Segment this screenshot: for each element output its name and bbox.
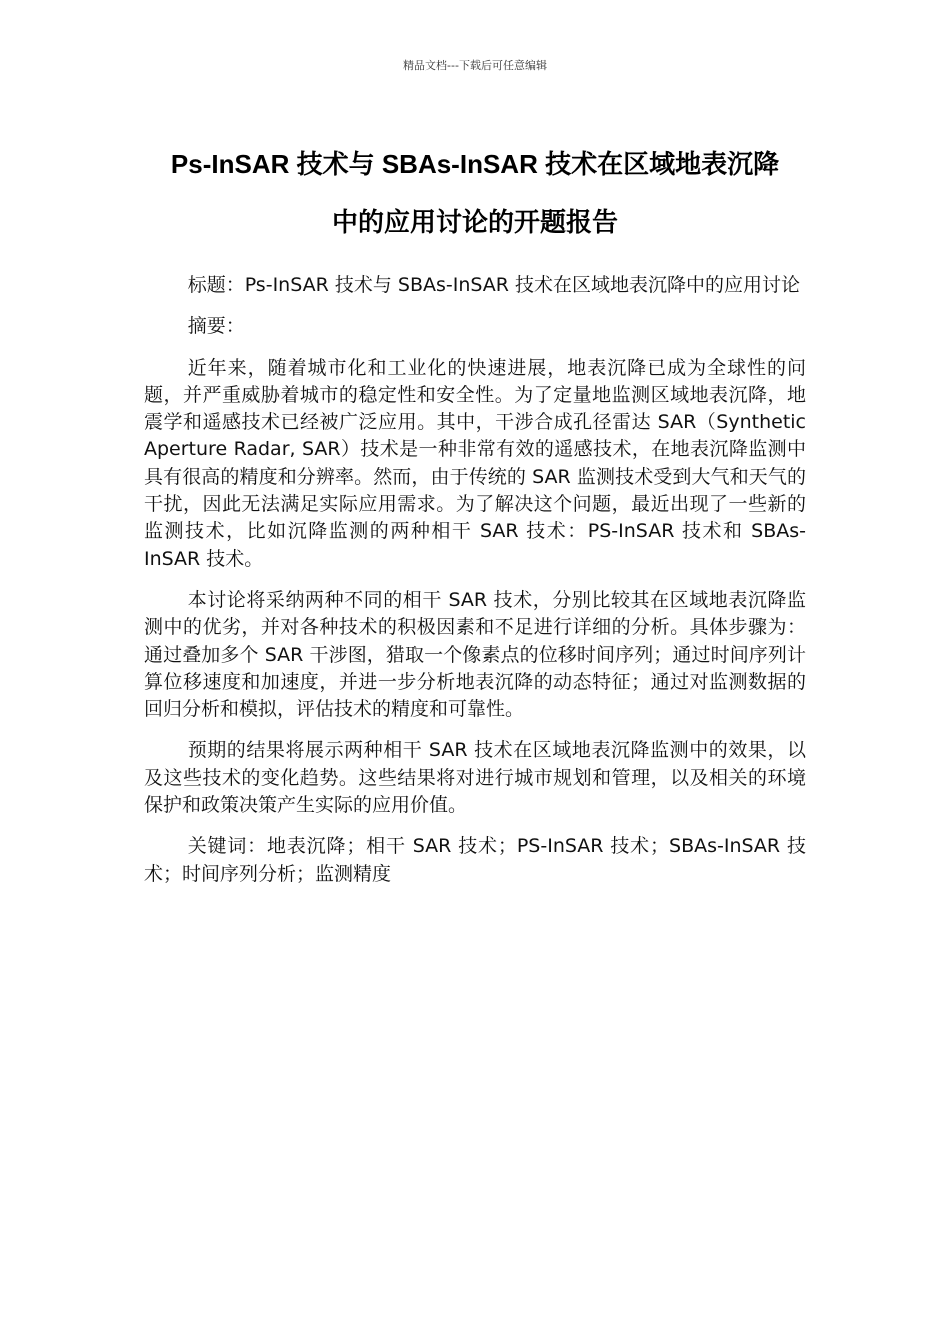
title-line-2: 中的应用讨论的开题报告 [331, 207, 618, 237]
title-line-1: Ps-InSAR 技术与 SBAs-InSAR 技术在区域地表沉降 [170, 149, 780, 179]
keywords-paragraph: 关键词：地表沉降；相干 SAR 技术；PS-InSAR 技术；SBAs-InSAR 技术；时间序列分析；监测精度 [144, 835, 806, 885]
title-paragraph: 标题：Ps-InSAR 技术与 SBAs-InSAR 技术在区域地表沉降中的应用讨论 [187, 274, 801, 296]
intro-paragraph: 近年来，随着城市化和工业化的快速进展，地表沉降已成为全球性的问题，并严重威胁着城市的稳定性和安全性。为了定量地监测区域地表沉降，地震学和遥感技术已经被广泛应用。其中，干涉合成孔径雷达 SAR（Synthetic Aperture Radar, SAR）技术是一种非常有效的遥感技术，在地表沉降监测中具有很高的精度和分辨率。然而，由于传统的 SAR 监测技术受到大气和天气的干扰，因此无法满足实际应用需求。为了解决这个问题，最近出现了一些新的监测技术，比如沉降监测的两种相干 SAR 技术：PS-InSAR 技术和 SBAs-InSAR 技术。 [144, 356, 806, 570]
expected-results-paragraph: 预期的结果将展示两种相干 SAR 技术在区域地表沉降监测中的效果，以及这些技术的变化趋势。这些结果将对进行城市规划和管理，以及相关的环境保护和政策决策产生实际的应用价值。 [144, 739, 806, 817]
method-paragraph: 本讨论将采纳两种不同的相干 SAR 技术，分别比较其在区域地表沉降监测中的优劣，并对各种技术的积极因素和不足进行详细的分析。具体步骤为：通过叠加多个 SAR 干涉图，猎取一个像素点的位移时间序列；通过时间序列计算位移速度和加速度，并进一步分析地表沉降的动态特征；通过对监测数据的回归分析和模拟，评估技术的精度和可靠性。 [144, 588, 806, 721]
header-note: 精品文档---下载后可任意编辑 [403, 59, 547, 72]
abstract-label: 摘要： [187, 315, 245, 338]
document-title [130, 135, 820, 251]
document-body [144, 272, 806, 902]
